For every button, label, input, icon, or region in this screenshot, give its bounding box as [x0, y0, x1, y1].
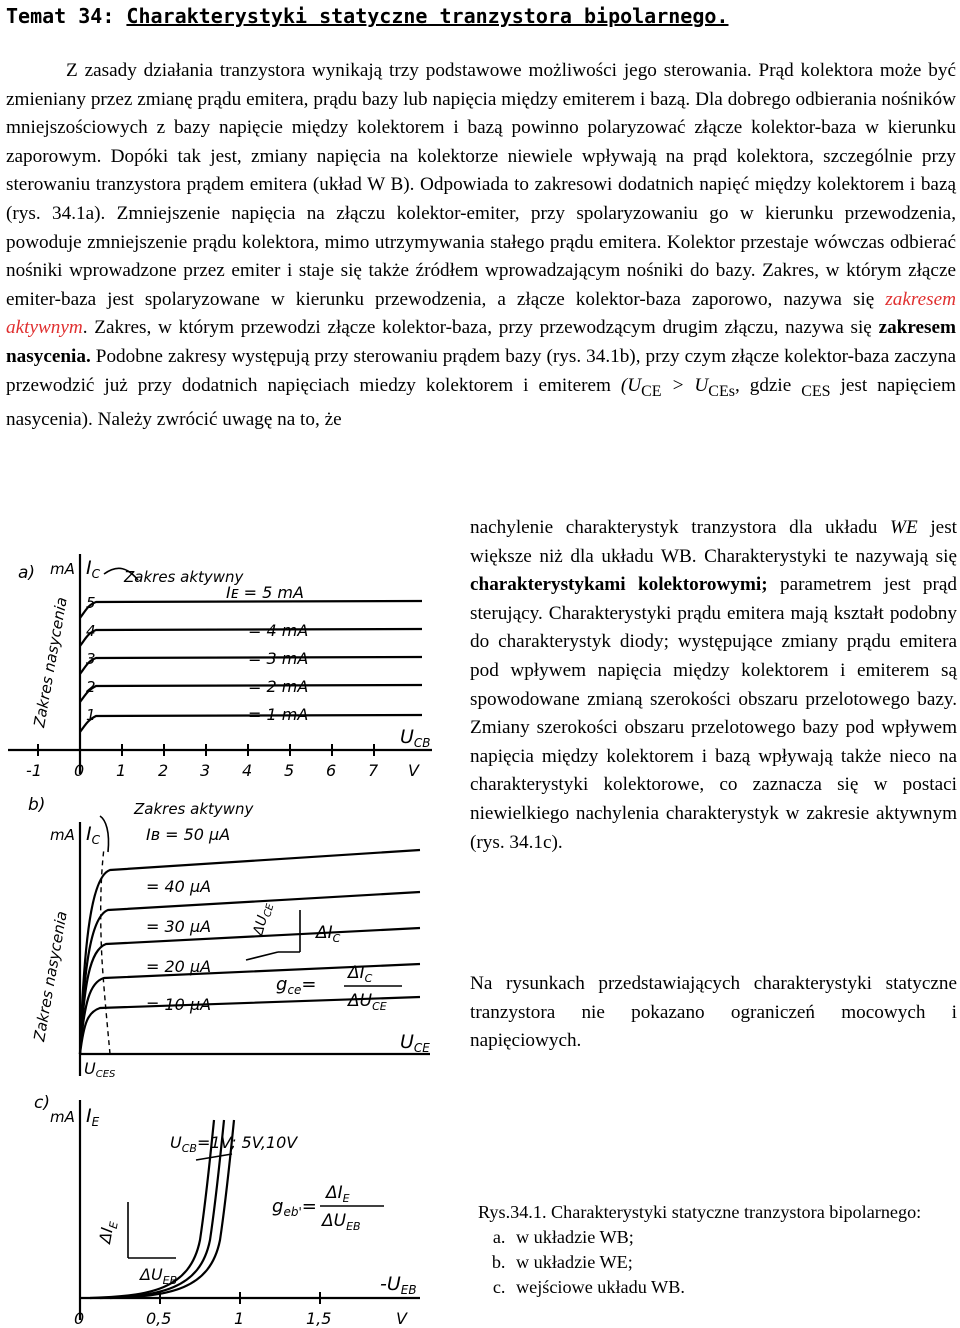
- x-axis-label: $-U_{EB}$: [380, 1273, 417, 1297]
- x-tick: 3: [200, 761, 211, 780]
- y-tick: 3: [86, 650, 96, 668]
- curve-label: = 2 mA: [248, 677, 309, 696]
- x-tick: 7: [368, 761, 379, 780]
- x-axis-label: $U_{CB}$: [400, 726, 431, 750]
- y-axis-label: $I_C$: [86, 823, 100, 847]
- x-tick: 0: [74, 1309, 85, 1328]
- x-tick: 2: [158, 761, 169, 780]
- x-tick: 1: [234, 1309, 245, 1328]
- term-collector-characteristics: charakterystykami kolektorowymi;: [470, 574, 768, 596]
- saturation-line: [101, 848, 110, 1054]
- figure-b: [0, 792, 440, 1082]
- formula-part: > U: [661, 374, 709, 396]
- y-axis-label: $I_E$: [86, 1105, 100, 1129]
- gce-symbol: $g_{ce}=$: [276, 974, 317, 997]
- delta-ic-label: $\Delta I_C$: [316, 923, 341, 945]
- formula-sub: CE: [641, 382, 662, 400]
- caption-item: b. w układzie WE;: [510, 1250, 958, 1275]
- caption-list: [478, 1225, 958, 1300]
- y-unit: mA: [50, 560, 75, 578]
- caption-title: Rys.34.1. Charakterystyki statyczne tranzystora bipolarnego:: [478, 1202, 922, 1222]
- caption-item: c. wejściowe układu WB.: [510, 1275, 958, 1300]
- term-we: WE: [890, 517, 918, 538]
- text-run: jest większe niż dla układu WB. Charakterystyki te nazywają się: [470, 517, 957, 567]
- paragraph-note: Na rysunkach przedstawiających charakterystyki statyczne tranzystora nie pokazano ograniczeń mocowych i napięciowych.: [470, 973, 957, 1052]
- ucb-label: $U_{CB}=1V$; 5V,10V: [170, 1133, 298, 1155]
- text-run: nachylenie charakterystyk tranzystora dla układu: [470, 517, 891, 538]
- delta-ie-label: $\Delta I_E$: [95, 1220, 121, 1245]
- curve-50ua: [80, 850, 420, 1054]
- text-run: Podobne zakresy występują przy sterowaniu prądem bazy (rys. 34.1b), przy czym złącze kolektor-baza zaczyna przewodzić już przy dodatnich napięciach miedzy kolektorem i emiterem: [6, 345, 956, 396]
- x-axis-label: $U_{CE}$: [400, 1031, 430, 1055]
- paragraph-side: [470, 514, 957, 857]
- curve-label: = 10 µA: [146, 995, 212, 1014]
- x-tick: V: [396, 1309, 407, 1328]
- curve-label: = 4 mA: [248, 621, 309, 640]
- y-tick: 2: [86, 678, 96, 696]
- delta-ueb-label: $\Delta U_{EB}$: [140, 1265, 178, 1287]
- formula-sub: CES: [801, 382, 831, 400]
- slope-marker: [246, 952, 278, 960]
- gce-denominator: $\Delta U_{CE}$: [348, 991, 387, 1013]
- figure-a: [0, 548, 440, 783]
- figure-label: a): [18, 563, 36, 583]
- geb-numerator: $\Delta I_E$: [326, 1183, 350, 1205]
- x-tick: 4: [242, 761, 253, 780]
- uces-label: UCES: [84, 1059, 116, 1080]
- ucb-pointer: [196, 1154, 232, 1160]
- text-run: Z zasady działania tranzystora wynikają trzy podstawowe możliwości jego sterowania. Prąd kolektora może być zmieniany przez zmianę prądu emitera, prądu bazy lub napięcia między emiterem i bazą. Dla dobrego odbierania nośników mniejszościowych z bazy napięcie między kolektorem i bazą powinno polaryzować złącze kolektor-baza w kierunku zaporowym. Dopóki tak jest, zmiany napięcia na kolektorze niewiele wpływają na prąd kolektora, szczególnie przy sterowaniu tranzystora prądem emitera (układ W B). Odpowiada to zakresowi dodatnich napięć między kolektorem i bazą (rys. 34.1a). Zmniejszenie napięcia na złączu kolektor-emiter, przy spolaryzowaniu go w kierunku przewodzenia, powoduje zmniejszenie prądu kolektora, mimo utrzymywania stałego prądu emitera. Kolektor przestaje wówczas odbierać nośniki wprowadzone przez emiter i staje się także źródłem wprowadzającym nośniki do bazy. Zakres, w którym złącze emiter-baza jest spolaryzowane w kierunku przewodzenia, a złącze kolektor-baza zaporowo, nazywa się: [6, 60, 956, 310]
- title-prefix: Temat 34:: [6, 4, 127, 28]
- active-range-label: Zakres aktywny: [134, 800, 254, 818]
- y-unit: mA: [50, 826, 75, 844]
- x-tick: 5: [284, 761, 295, 780]
- figure-c: [0, 1090, 440, 1328]
- x-tick: 0: [74, 761, 85, 780]
- term-saturation-range: zakresem nasycenia.: [6, 317, 956, 367]
- curve-label: Iʙ = 50 µA: [146, 825, 231, 844]
- curve-label: = 3 mA: [248, 649, 309, 668]
- curve-label: Iᴇ = 5 mA: [226, 583, 304, 602]
- x-tick: 0,5: [146, 1309, 172, 1328]
- x-tick: V: [408, 761, 419, 780]
- figure-label: c): [34, 1093, 50, 1113]
- x-tick: 1,5: [306, 1309, 332, 1328]
- y-tick: 5: [86, 594, 96, 612]
- curve-label: = 1 mA: [248, 705, 309, 724]
- x-tick: -1: [26, 761, 42, 780]
- active-range-label: Zakres aktywny: [124, 568, 244, 586]
- y-tick: 4: [86, 622, 96, 640]
- paragraph-main: [6, 57, 956, 435]
- gce-numerator: $\Delta I_C$: [348, 963, 373, 985]
- formula-sub: CEs: [708, 382, 735, 400]
- text-run: . Zakres, w którym przewodzi złącze kolektor-baza, przy przewodzącym drugim złączu, nazywa się: [82, 317, 879, 339]
- saturation-range-label: Zakres nasycenia: [30, 595, 71, 729]
- delta-uce-label: $\Delta U_{CE}$: [250, 902, 277, 938]
- term-active-range: zakresem aktywnym: [6, 288, 956, 339]
- geb-symbol: $g_{eb'}=$: [272, 1196, 317, 1219]
- page-title: [6, 4, 728, 28]
- curve-label: = 20 µA: [146, 957, 212, 976]
- text-run: jest napięciem nasycenia). Należy zwrócić uwagę na to, że: [6, 374, 956, 430]
- saturation-boundary: [100, 816, 109, 852]
- title-main: Charakterystyki statyczne tranzystora bipolarnego.: [126, 4, 729, 28]
- y-unit: mA: [50, 1108, 75, 1126]
- x-tick: 1: [116, 761, 127, 780]
- x-tick: 6: [326, 761, 337, 780]
- geb-denominator: $\Delta U_{EB}$: [322, 1211, 361, 1233]
- figure-caption: [478, 1200, 958, 1300]
- text-run: parametrem jest prąd sterujący. Charakterystyki prądu emitera mają kształt podobny do charakterystyk diody; występujące zmiany prądu emitera pod wpływem napięcia między kolektorem i emiterem są spowodowane zmianą szerokości obszaru przelotowego bazy. Zmiany szerokości obszaru przelotowego bazy pod wpływem napięcia między kolektorem i bazą wpływają także nieco na charakterystyki kolektorowe, co zaznacza się w postaci niewielkiego nachylenia charakterystyk w zakresie aktywnym (rys. 34.1c).: [470, 574, 958, 853]
- curve-5ma: [80, 601, 422, 618]
- saturation-range-label: Zakres nasycenia: [30, 909, 71, 1043]
- text-run: , gdzie: [734, 374, 802, 396]
- curve-label: = 30 µA: [146, 917, 212, 936]
- caption-item: a. w układzie WB;: [510, 1225, 958, 1250]
- y-tick: 1: [86, 706, 96, 724]
- formula-part: (U: [620, 374, 642, 396]
- y-axis-label: $I_C$: [86, 557, 100, 581]
- curve-label: = 40 µA: [146, 877, 212, 896]
- figure-label: b): [28, 795, 46, 815]
